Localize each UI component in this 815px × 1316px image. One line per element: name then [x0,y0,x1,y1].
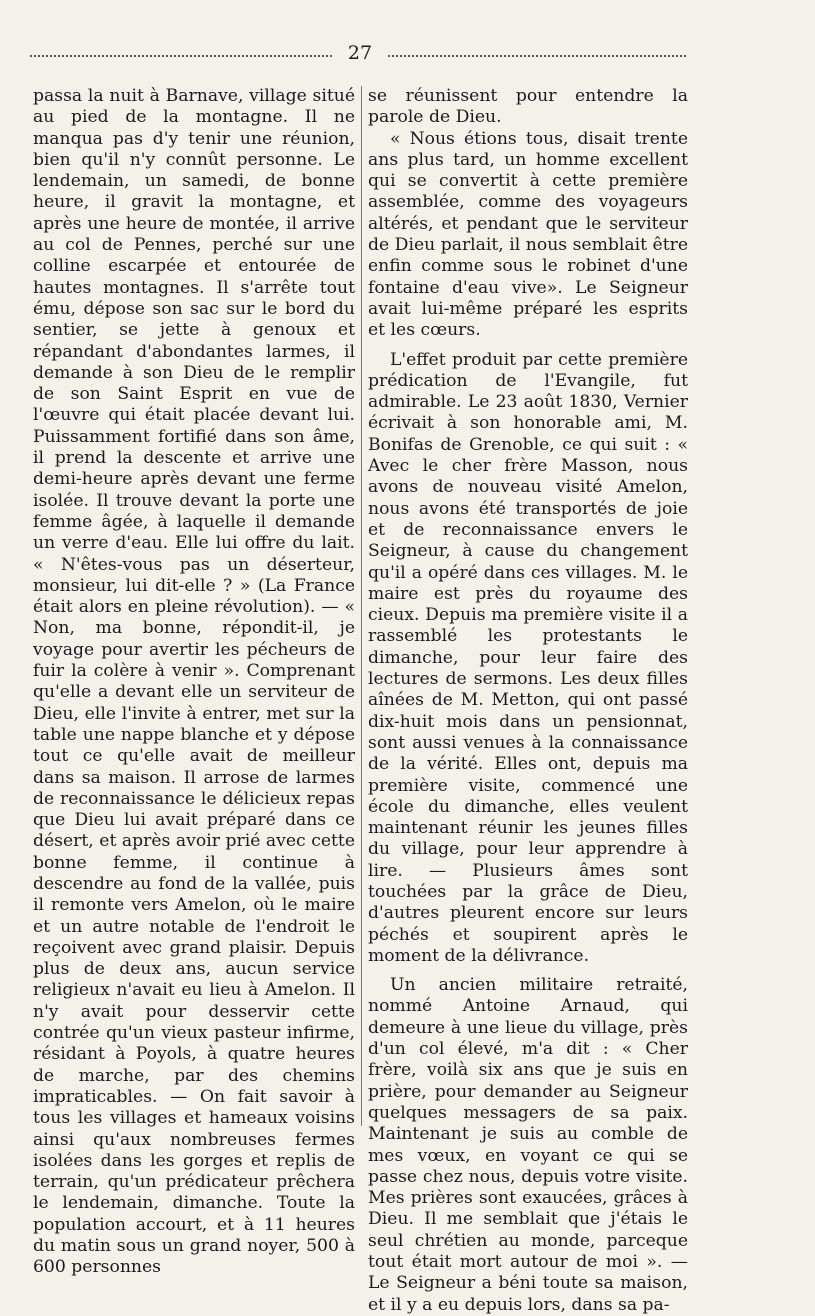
paragraph: se réunissent pour entendre la parole de Dieu. [368,86,688,128]
column-divider [361,86,362,1126]
paragraph: L'effet produit par cette première prédication de l'Evangile, fut admirable. Le 23 août 1830, Vernier écrivait à son honorable ami, M. Bonifas de Grenoble, ce qui suit : « Avec le cher frère Masson, nous avons de nouveau visité Amelon, nous avons été transportés de joie et de reconnaissance envers le Seigneur, à cause du changement qu'il a opéré dans ces villages. M. le maire est près du royaume des cieux. Depuis ma première visite il a rassemblé les protestants le dimanche, pour leur faire des lectures de sermons. Les deux filles aînées de M. Metton, qui ont passé dix-huit mois dans un pensionnat, sont aussi venues à la connaissance de la vérité. Elles ont, depuis ma première visite, commencé une école du dimanche, elles veulent maintenant réunir les jeunes filles du village, pour leur apprendre à lire. — Plusieurs âmes sont touchées par la grâce de Dieu, d'autres pleurent encore sur leurs péchés et soupirent après le moment de la délivrance. [368,349,688,966]
paragraph: « Nous étions tous, disait trente ans plus tard, un homme excellent qui se convertit à cette première assemblée, comme des voyageurs altérés, et pendant que le serviteur de Dieu parlait, il nous semblait être enfin comme sous le robinet d'une fontaine d'eau vive». Le Seigneur avait lui-même préparé les esprits et les cœurs. [368,128,688,341]
paragraph: Un ancien militaire retraité, nommé Antoine Arnaud, qui demeure à une lieue du village, près d'un col élevé, m'a dit : « Cher frère, voilà six ans que je suis en prière, pour demander au Seigneur quelques messagers de sa paix. Maintenant je suis au comble de mes vœux, en voyant ce qui se passe chez nous, depuis votre visite. Mes prières sont exaucées, grâces à Dieu. Il me semblait que j'étais le seul chrétien au monde, parceque tout était mort autour de moi ». — Le Seigneur a béni toute sa maison, et il y a eu depuis lors, dans sa pa- [368,975,688,1315]
page-header [30,42,686,66]
left-column [33,86,355,1279]
right-column [368,86,688,1316]
header-rule-left [30,55,332,61]
page-number: 27 [347,42,373,64]
paragraph: passa la nuit à Barnave, village situé au pied de la montagne. Il ne manqua pas d'y tenir une réunion, bien qu'il n'y connût personne. Le lendemain, un samedi, de bonne heure, il gravit la montagne, et après une heure de montée, il arrive au col de Pennes, perché sur une colline escarpée et entourée de hautes montagnes. Il s'arrête tout ému, dépose son sac sur le bord du sentier, se jette à genoux et répandant d'abondantes larmes, il demande à son Dieu de le remplir de son Saint Esprit en vue de l'œuvre qui était placée devant lui. Puissamment fortifié dans son âme, il prend la descente et arrive une demi-heure après devant une ferme isolée. Il trouve devant la porte une femme âgée, à laquelle il demande un verre d'eau. Elle lui offre du lait. « N'êtes-vous pas un déserteur, monsieur, lui dit-elle ? » (La France était alors en pleine révolution). — « Non, ma bonne, répondit-il, je voyage pour avertir les pécheurs de fuir la colère à venir ». Comprenant qu'elle a devant elle un serviteur de Dieu, elle l'invite à entrer, met sur la table une nappe blanche et y dépose tout ce qu'elle avait de meilleur dans sa maison. Il arrose de larmes de reconnaissance le délicieux repas que Dieu lui avait préparé dans ce désert, et après avoir prié avec cette bonne femme, il continue à descendre au fond de la vallée, puis il remonte vers Amelon, où le maire et un autre notable de l'endroit le reçoivent avec grand plaisir. Depuis plus de deux ans, aucun service religieux n'avait eu lieu à Amelon. Il n'y avait pour desservir cette contrée qu'un vieux pasteur infirme, résidant à Poyols, à quatre heures de marche, par des chemins impraticables. — On fait savoir à tous les villages et hameaux voisins ainsi qu'aux nombreuses fermes isolées dans les gorges et replis de terrain, qu'un prédicateur prêchera le lendemain, dimanche. Toute la population accourt, et à 11 heures du matin sous un grand noyer, 500 à 600 personnes [33,86,355,1278]
header-rule-right [388,55,686,61]
